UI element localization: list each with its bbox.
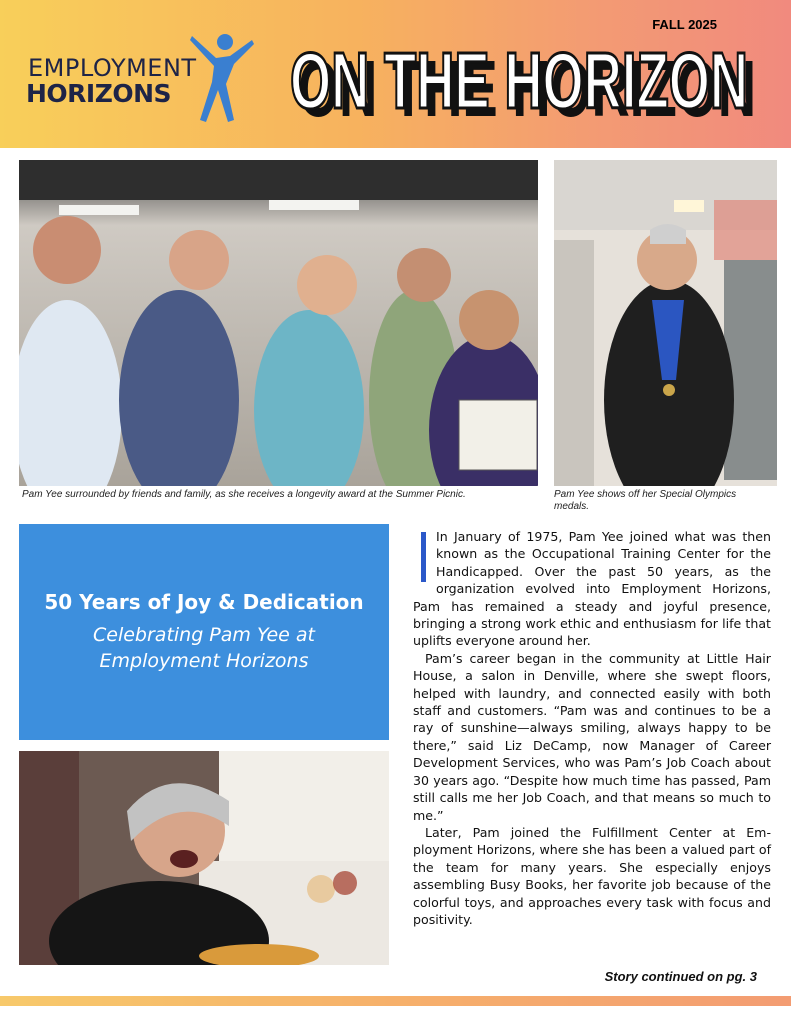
article-paragraph-3: Later, Pam joined the Fulfillment Center at Employment Horizons, where she has been a valued part of the team for many years. She especially enjoys assembling Busy Books, her favorite job because of the colorful toys, and approaches every task with focus and positivity. (413, 824, 771, 927)
masthead-banner (0, 0, 791, 148)
laughing-photo (19, 751, 389, 965)
masthead-shadow: ON THE HORIZON (298, 44, 756, 128)
issue-label: FALL 2025 (652, 17, 717, 32)
article-body (413, 528, 771, 928)
group-photo (19, 160, 538, 486)
main-photo-caption: Pam Yee surrounded by friends and family, as she receives a longevity award at the Summer Picnic. (22, 489, 466, 500)
continued-note: Story continued on pg. 3 (604, 969, 757, 984)
footer-bar (0, 996, 791, 1006)
feature-subtitle (0, 622, 408, 674)
article-paragraph-1-text: In January of 1975, Pam Yee joined what was then known as the Occupational Training Center for the Handicapped. Over the past 50 years, as the organization evolved into Employment Horizons, Pam has remained a steady and joyful presence, bringing a strong work ethic and enthusiasm for life that uplifts everyone around her. (413, 529, 771, 649)
drop-cap-bar (421, 532, 426, 582)
logo-text-employment: EMPLOYMENT (28, 54, 197, 82)
masthead-title (286, 30, 766, 128)
article-paragraph-2: Pam’s career began in the community at Little Hair House, a salon in Denville, where she swept floors, helped with laundry, and connected easily with both staff and customers. “Pam was and continues to be a ray of sunshine—always smiling, always happy to be there,” said Liz DeCamp, now Manager of Career Development Services, who was Pam’s Job Coach about 30 years ago. “Despite how much time has passed, Pam still calls me her Job Coach, and that means so much to me.” (413, 650, 771, 823)
logo-text-horizons: HORIZONS (26, 79, 172, 108)
side-photo-caption: Pam Yee shows off her Special Olympics medals. (554, 489, 737, 512)
medals-photo (554, 160, 777, 486)
masthead-text: ON THE HORIZON (290, 36, 748, 125)
feature-subtitle-line1: Celebrating Pam Yee at (93, 624, 315, 646)
feature-title: 50 Years of Joy & Dedication (44, 590, 364, 614)
feature-subtitle-line2: Employment Horizons (99, 650, 309, 672)
logo-figure-icon (186, 28, 256, 128)
article-paragraph-1 (413, 528, 771, 650)
